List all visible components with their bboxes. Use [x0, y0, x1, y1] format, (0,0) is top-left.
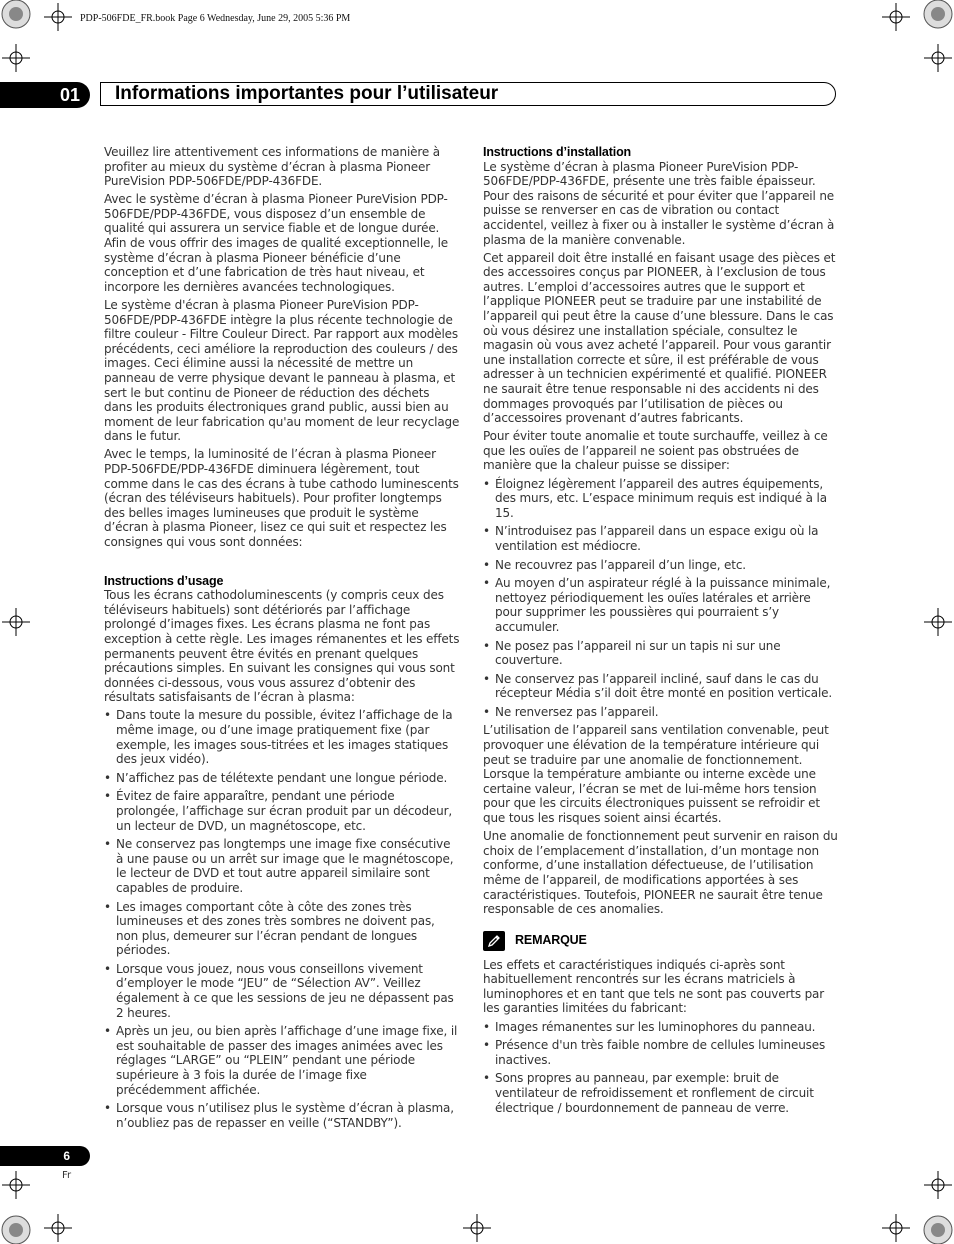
- color-wheel-icon: [2, 0, 30, 28]
- list-item: • N’affichez pas de télétexte pendant une longue période.: [104, 771, 460, 786]
- crosshair-circle-icon: [924, 44, 952, 72]
- crosshair-circle-icon: [924, 1171, 952, 1199]
- install-paragraph: Le système d’écran à plasma Pioneer PureVision PDP-506FDE/PDP-436FDE, présente une très faible épaisseur. Pour des raisons de sécurité et pour éviter que l’appareil ne puisse se renverser en cas de vibration ou contact accidentel, veillez à fixer ou à installer le système d’écran à plasma de la manière convenable.: [483, 159, 835, 247]
- crosshair-circle-icon: [463, 1214, 491, 1242]
- crosshair-circle-icon: [2, 44, 30, 72]
- pencil-note-icon: [483, 931, 505, 951]
- list-item: • Images rémanentes sur les luminophores du panneau.: [483, 1020, 839, 1035]
- color-wheel-icon: [924, 1216, 952, 1244]
- intro-paragraph: Le système d'écran à plasma Pioneer PureVision PDP-506FDE/PDP-436FDE intègre la plus récente technologie de filtre couleur - Filtre Couleur Direct. Par rapport aux modèles précédents, ceci améliore la reproduction des couleurs / des images. Ceci élimine aussi la nécessité de mettre un panneau de verre physique devant le panneau à plasma, et sert le but continu de Pioneer de réduction des déchets dans les produits électroniques grand public, aussi bien au moment de leur fabrication qu'au moment de leur recyclage dans le futur.: [104, 297, 460, 444]
- chapter-number-tab: 01: [0, 82, 90, 108]
- crosshair-circle-icon: [44, 1214, 72, 1242]
- page-number: 6: [0, 1146, 90, 1166]
- list-item: • Dans toute la mesure du possible, évitez l’affichage de la même image, ou d’une image pratiquement fixe (par exemple, les images sous-titrées et les images statiques des jeux vidéo).: [104, 708, 460, 766]
- list-item: • Lorsque vous n’utilisez plus le système d’écran à plasma, n’oubliez pas de repasser en veille (“STANDBY”).: [104, 1101, 460, 1130]
- usage-heading: Instructions d’usage: [104, 573, 224, 588]
- list-item: • N’introduisez pas l’appareil dans un espace exigu où la ventilation est médiocre.: [483, 524, 839, 553]
- list-item: • Après un jeu, ou bien après l’affichage d’une image fixe, il est souhaitable de passer des images animées avec les réglages “LARGE” ou “PLEIN” pendant une période supérieure à 3 fois la durée de l’image fixe précédemment affichée.: [104, 1024, 460, 1097]
- usage-bullet-list: [104, 708, 460, 1130]
- list-item: • Ne posez pas l’appareil ni sur un tapis ni sur une couverture.: [483, 639, 839, 668]
- install-bullet-list: [483, 477, 839, 720]
- note-title: REMARQUE: [515, 933, 587, 948]
- list-item: • Ne conservez pas l’appareil incliné, sauf dans le cas du récepteur Média s’il doit être monté en position verticale.: [483, 672, 839, 701]
- crosshair-circle-icon: [924, 608, 952, 636]
- list-item: • Ne recouvrez pas l’appareil d’un linge, etc.: [483, 558, 839, 573]
- page-language: Fr: [62, 1170, 72, 1181]
- list-item: • Évitez de faire apparaître, pendant une période prolongée, l’affichage sur écran produit par un décodeur, un lecteur de DVD, un magnétoscope, etc.: [104, 789, 460, 833]
- intro-paragraph: Veuillez lire attentivement ces informations de manière à profiter au mieux du système d’écran à plasma Pioneer PureVision PDP-506FDE/PDP-436FDE.: [104, 145, 440, 189]
- note-intro: Les effets et caractéristiques indiqués ci-après sont habituellement rencontrés sur les écrans matriciels à luminophores et en tant que tels ne sont pas couverts par les garanties limitées du fabricant:: [483, 957, 825, 1016]
- install-heading: Instructions d’installation: [483, 145, 632, 159]
- list-item: • Présence d'un très faible nombre de cellules lumineuses inactives.: [483, 1038, 839, 1067]
- ventilation-paragraph: L’utilisation de l’appareil sans ventilation convenable, peut provoquer une élévation de la température intérieure qui peut se traduire par une anomalie de fonctionnement. Lorsque la température ambiante ou interne excède une certaine valeur, l’écran se met de lui-même hors tension pour que les circuits électroniques puissent se refroidir et que tous les risques soient ainsi écartés.: [483, 723, 829, 826]
- crosshair-circle-icon: [882, 1214, 910, 1242]
- install-paragraph: Cet appareil doit être installé en faisant usage des pièces et des accessoires conçus par PIONEER, à l’exclusion de tous autres. L’emploi d’accessoires autres que le support et l’applique PIONEER peut se traduire par une instabilité de l’appareil qui peut être la cause d’une blessure. Dans le cas où vous désirez une installation spéciale, consultez le magasin où vous avez acheté l’appareil. Pour vous garantir une installation correcte et sûre, il est préférable de vous adresser à un technicien expérimenté et qualifié. PIONEER ne saurait être tenue responsable ni des accidents ni des dommages provoqués par l’utilisation de pièces ou d’accessoires provenant d’autres fabricants.: [483, 250, 836, 426]
- crop-line-text: PDP-506FDE_FR.book Page 6 Wednesday, June 29, 2005 5:36 PM: [80, 13, 351, 24]
- left-column: [104, 145, 460, 1134]
- list-item: • Ne conservez pas longtemps une image fixe consécutive à une pause ou un arrêt sur image que le magnétoscope, le lecteur de DVD et tout autre appareil similaire sont capables de produire.: [104, 837, 460, 895]
- color-wheel-icon: [924, 0, 952, 28]
- install-paragraph: Pour éviter toute anomalie et toute surchauffe, veillez à ce que les ouïes de l’appareil ne soient pas obstruées de manière que la chaleur puisse se dissiper:: [483, 429, 828, 473]
- list-item: • Les images comportant côte à côte des zones très lumineuses et des zones très sombres ne doivent pas, non plus, demeurer sur l’écran pendant de longues périodes.: [104, 900, 460, 958]
- crosshair-circle-icon: [2, 1171, 30, 1199]
- list-item: • Au moyen d’un aspirateur réglé à la puissance minimale, nettoyez périodiquement les ouïes latérales et arrière pour supprimer les poussières qui pourraient s’y accumuler.: [483, 576, 839, 634]
- usage-intro: Tous les écrans cathodoluminescents (y compris ceux des téléviseurs habituels) sont détériorés par l’affichage prolongé d’images fixes. Les écrans plasma ne font pas exception à cette règle. Les images rémanentes et les effets permanents peuvent être évités en prenant quelques précautions simples. En suivant les consignes qui vous sont données ci-dessous, vous vous assurez d’obtenir des résultats satisfaisants de l’écran à plasma:: [104, 588, 460, 705]
- crosshair-circle-icon: [882, 3, 910, 31]
- crosshair-circle-icon: [44, 3, 72, 31]
- list-item: • Éloignez légèrement l’appareil des autres équipements, des murs, etc. L’espace minimum requis est indiqué à la 15.: [483, 477, 839, 521]
- list-item: • Ne renversez pas l’appareil.: [483, 705, 839, 720]
- color-wheel-icon: [2, 1216, 30, 1244]
- list-item: • Sons propres au panneau, par exemple: bruit de ventilateur de refroidissement et ronflement de circuit électrique / bourdonnement de panneau de verre.: [483, 1071, 839, 1115]
- note-bullet-list: [483, 1020, 839, 1116]
- ventilation-paragraph: Une anomalie de fonctionnement peut survenir en raison du choix de l’emplacement d’installation, d’un montage non conforme, d’une installation défectueuse, de l’utilisation même de l’appareil, de modifications apportées à ses caractéristiques. Toutefois, PIONEER ne saurait être tenue responsable de ces anomalies.: [483, 829, 838, 917]
- chapter-title: Informations importantes pour l’utilisateur: [100, 82, 836, 106]
- list-item: • Lorsque vous jouez, nous vous conseillons vivement d’employer le mode “JEU” de “Sélection AV”. Veillez également à ce que les sessions de jeu ne dépassent pas 2 heures.: [104, 962, 460, 1020]
- right-column: [483, 145, 839, 1119]
- intro-paragraph: Avec le temps, la luminosité de l’écran à plasma Pioneer PDP-506FDE/PDP-436FDE diminuera légèrement, tout comme dans le cas des écrans à tube cathodo luminescents (écran des téléviseurs habituels). Pour profiter longtemps des belles images lumineuses que produit le système d’écran à plasma Pioneer, lisez ce qui suit et respectez les consignes qui vous sont données:: [104, 447, 459, 549]
- intro-paragraph: Avec le système d’écran à plasma Pioneer PureVision PDP-506FDE/PDP-436FDE, vous disposez d’un ensemble de qualité qui assurera un service fiable et de longue durée. Afin de vous offrir des images de qualité exceptionnelle, le système d’écran à plasma Pioneer bénéficie d’une conception et d’une fabrication de très haut niveau, et incorpore les dernières avancées technologiques.: [104, 192, 448, 294]
- crosshair-circle-icon: [2, 608, 30, 636]
- note-header: [483, 931, 839, 951]
